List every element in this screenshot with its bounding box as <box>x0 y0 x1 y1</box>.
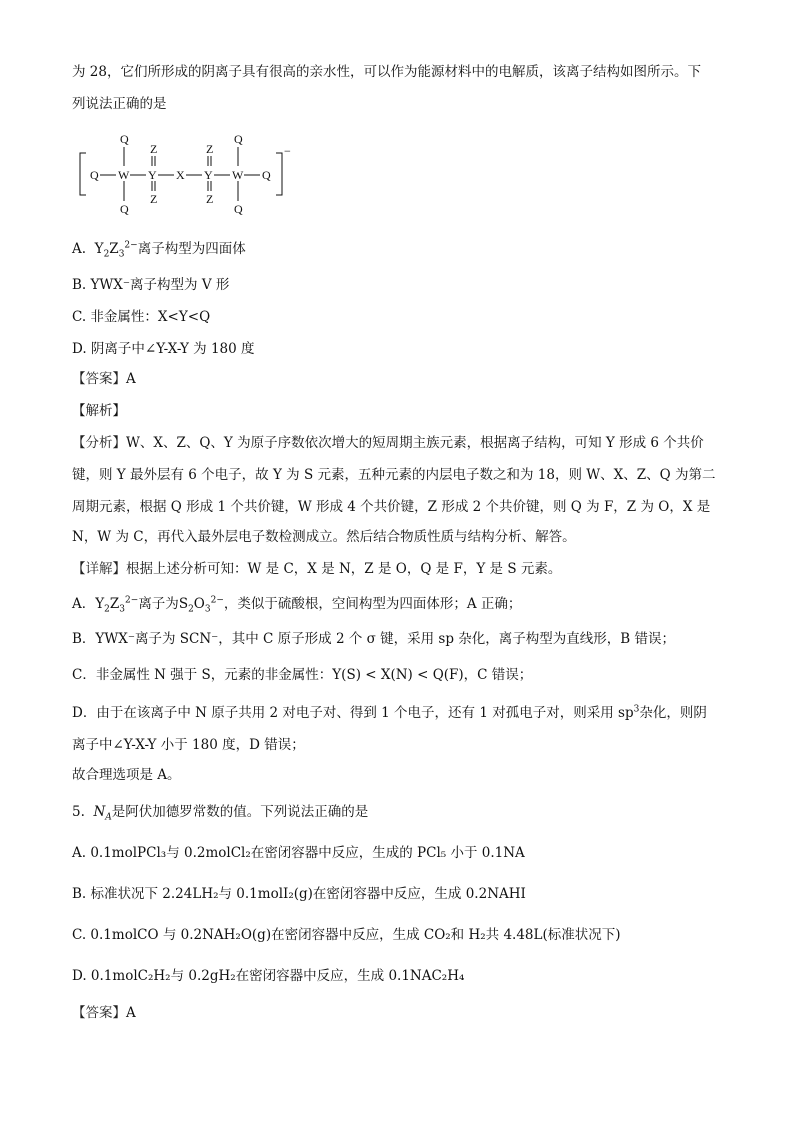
detail-a-prefix: A． <box>72 596 96 612</box>
q4-analysis-tag: 【解析】 <box>72 403 126 419</box>
atom-q-left: Q <box>90 168 99 182</box>
detail-a-mid: 离子为 <box>138 596 179 612</box>
atom-z-top-left: Z <box>150 142 158 156</box>
atom-y-left: Y <box>148 168 157 182</box>
fenxi-line-3: 周期元素，根据 Q 形成 1 个共价键，W 形成 4 个共价键，Z 形成 2 个共价键，则 Q 为 F，Z 为 O，X 是 <box>72 499 711 515</box>
q4-option-c: C. 非金属性：X<Y<Q <box>72 309 211 325</box>
fenxi-line-1 <box>72 434 704 452</box>
detail-a <box>72 595 521 613</box>
xiangjie-line <box>72 560 561 578</box>
q5-answer <box>72 1004 136 1022</box>
atom-q-bottom-left: Q <box>120 202 129 216</box>
q5-option-a: A. 0.1molPCl₃与 0.2molCl₂在密闭容器中反应，生成的 PCl₅ 小于 0.1NA <box>72 845 525 861</box>
intro-line-1: 为 28，它们所形成的阴离子具有很高的亲水性，可以作为能源材料中的电解质，该离子结构如图所示。下 <box>72 64 701 80</box>
atom-q-bottom-right: Q <box>234 202 243 216</box>
q4-option-a-prefix: A. <box>72 241 87 257</box>
charge-sign: − <box>284 144 291 158</box>
fenxi-line-4: N，W 为 C，再代入最外层电子数检测成立。然后结合物质性质与结构分析、解答。 <box>72 529 576 545</box>
atom-w-left: W <box>118 168 130 182</box>
fenxi-text-1: W、X、Z、Q、Y 为原子序数依次增大的短周期主族元素，根据离子结构，可知 Y 形成 6 个共价 <box>126 435 704 451</box>
answer-tag: 【答案】 <box>72 371 126 387</box>
q4-option-d: D. 阴离子中∠Y-X-Y 为 180 度 <box>72 341 255 357</box>
atom-q-top-right: Q <box>234 133 243 146</box>
detail-d-line-1 <box>72 704 707 722</box>
q5-stem-text: 是阿伏加德罗常数的值。下列说法正确的是 <box>111 804 369 820</box>
atom-q-right: Q <box>262 168 271 182</box>
ion-structure-diagram <box>78 133 298 219</box>
fenxi-tag: 【分析】 <box>72 435 126 451</box>
formula-s2o3: $S_2O_3^{2-}$ <box>178 595 224 615</box>
detail-d-text-b: 杂化，则阴 <box>639 705 707 721</box>
conclusion: 故合理选项是 A。 <box>72 767 181 783</box>
detail-a-suffix: ，类似于硫酸根，空间构型为四面体形；A 正确； <box>223 596 522 612</box>
atom-y-right: Y <box>204 168 213 182</box>
formula-y2z3: $Y_2Z_3^{2-}$ <box>94 240 138 260</box>
formula-y2z3-detail: $Y_2Z_3^{2-}$ <box>95 595 139 615</box>
detail-d-line-2: 离子中∠Y-X-Y 小于 180 度，D 错误； <box>72 737 305 753</box>
xiangjie-text: 根据上述分析可知：W 是 C，X 是 N，Z 是 O，Q 是 F，Y 是 S 元素。 <box>126 561 562 577</box>
q5-option-d: D. 0.1molC₂H₂与 0.2gH₂在密闭容器中反应，生成 0.1NAC₂H₄ <box>72 968 465 984</box>
q4-option-b: B. YWX⁻离子构型为 V 形 <box>72 277 230 293</box>
q5-number: 5. <box>72 804 85 820</box>
intro-line-2: 列说法正确的是 <box>72 96 167 112</box>
atom-z-bottom-right: Z <box>206 192 214 206</box>
atom-x: X <box>176 168 185 182</box>
xiangjie-tag: 【详解】 <box>72 561 126 577</box>
q4-option-a-text: 离子构型为四面体 <box>137 241 246 257</box>
atom-q-top-left: Q <box>120 133 129 146</box>
atom-z-top-right: Z <box>206 142 214 156</box>
q5-option-b: B. 标准状况下 2.24LH₂与 0.1molI₂(g)在密闭容器中反应，生成 0.2NAHI <box>72 886 526 902</box>
q4-option-a <box>72 240 246 258</box>
right-bracket <box>276 153 282 195</box>
answer-value: A <box>126 371 136 387</box>
q5-stem <box>72 803 368 821</box>
atom-w-right: W <box>232 168 244 182</box>
detail-d-text-a: D．由于在该离子中 N 原子共用 2 对电子对、得到 1 个电子，还有 1 对孤电子对，则采用 sp <box>72 705 634 721</box>
detail-c: C．非金属性 N 强于 S，元素的非金属性：Y(S) < X(N) < Q(F)，C 错误； <box>72 667 533 683</box>
detail-b: B．YWX⁻离子为 SCN⁻，其中 C 原子形成 2 个 σ 键，采用 sp 杂化，离子构型为直线形，B 错误； <box>72 631 675 647</box>
atom-z-bottom-left: Z <box>150 192 158 206</box>
q5-option-c: C. 0.1molCO 与 0.2NAH₂O(g)在密闭容器中反应，生成 CO₂和 H₂共 4.48L(标准状况下) <box>72 927 621 943</box>
symbol-na: $N_A$ <box>93 804 112 823</box>
q5-answer-tag: 【答案】 <box>72 1005 126 1021</box>
detail-d-sup: 3 <box>633 704 640 715</box>
fenxi-line-2: 键，则 Y 最外层有 6 个电子，故 Y 为 S 元素，五种元素的内层电子数之和为 18，则 W、X、Z、Q 为第二 <box>72 467 716 483</box>
left-bracket <box>80 153 86 195</box>
q5-answer-value: A <box>126 1005 136 1021</box>
q4-answer <box>72 370 136 388</box>
